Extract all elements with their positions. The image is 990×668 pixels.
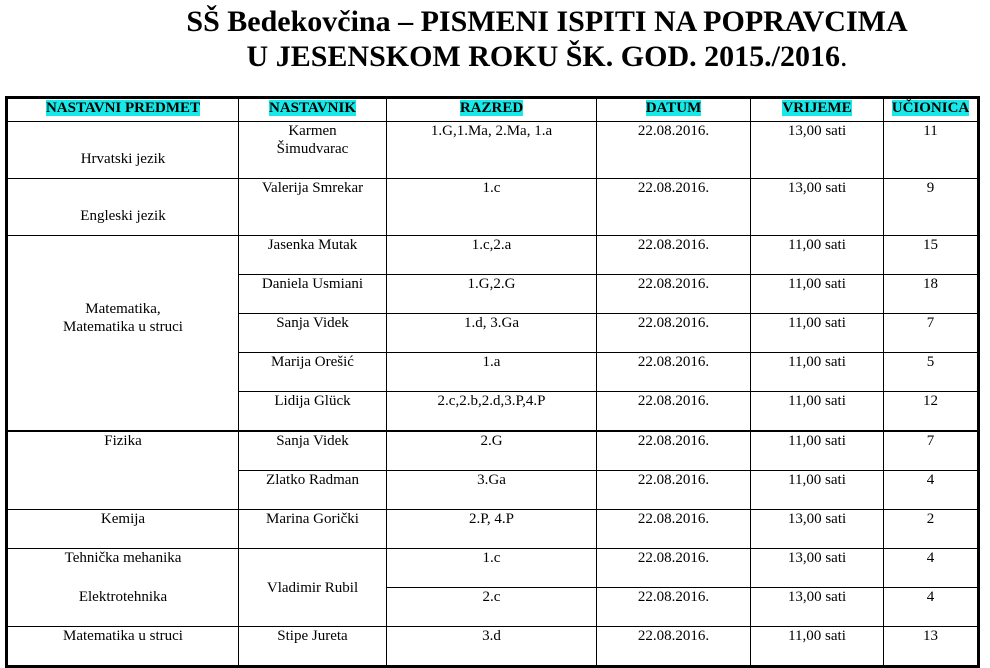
date-cell: 22.08.2016. — [597, 431, 751, 471]
room-cell: 13 — [884, 627, 979, 667]
subtitle-text: U JESENSKOM ROKU ŠK. GOD. 2015./2016 — [246, 40, 840, 73]
room-cell: 12 — [884, 392, 979, 432]
date-cell: 22.08.2016. — [597, 392, 751, 432]
room-cell: 7 — [884, 314, 979, 353]
date-cell: 22.08.2016. — [597, 627, 751, 667]
subject-cell: Tehnička mehanika — [7, 549, 239, 588]
header-row — [7, 98, 979, 122]
page-subtitle — [52, 41, 990, 73]
time-cell: 11,00 sati — [751, 471, 884, 510]
room-cell: 9 — [884, 179, 979, 236]
subject-cell: Matematika u struci — [7, 627, 239, 667]
date-cell: 22.08.2016. — [597, 314, 751, 353]
header-room: UČIONICA — [884, 98, 979, 122]
date-cell: 22.08.2016. — [597, 179, 751, 236]
room-cell: 11 — [884, 122, 979, 179]
header-date: DATUM — [597, 98, 751, 122]
time-cell: 13,00 sati — [751, 588, 884, 627]
class-cell: 3.d — [387, 627, 597, 667]
page-title: SŠ Bedekovčina – PISMENI ISPITI NA POPRAVCIMA — [186, 5, 908, 38]
teacher-cell: Marina Gorički — [239, 510, 387, 549]
class-cell: 3.Ga — [387, 471, 597, 510]
class-cell: 2.c,2.b,2.d,3.P,4.P — [387, 392, 597, 432]
teacher-cell: Marija Orešić — [239, 353, 387, 392]
time-cell: 11,00 sati — [751, 236, 884, 275]
table-row — [7, 179, 979, 236]
date-cell: 22.08.2016. — [597, 236, 751, 275]
date-cell: 22.08.2016. — [597, 122, 751, 179]
time-cell: 13,00 sati — [751, 510, 884, 549]
table-row — [7, 431, 979, 471]
time-cell: 11,00 sati — [751, 392, 884, 432]
teacher-cell: Jasenka Mutak — [239, 236, 387, 275]
time-cell: 11,00 sati — [751, 275, 884, 314]
class-cell: 2.G — [387, 431, 597, 471]
subject-cell: Kemija — [7, 510, 239, 549]
date-cell: 22.08.2016. — [597, 510, 751, 549]
table-row — [7, 627, 979, 667]
table-row — [7, 510, 979, 549]
room-cell: 5 — [884, 353, 979, 392]
date-cell: 22.08.2016. — [597, 353, 751, 392]
subject-cell: Hrvatski jezik — [7, 122, 239, 179]
teacher-cell: Karmen Šimudvarac — [239, 122, 387, 179]
subtitle-dot: . — [839, 40, 848, 73]
teacher-cell: Zlatko Radman — [239, 471, 387, 510]
teacher-cell: Sanja Videk — [239, 314, 387, 353]
time-cell: 11,00 sati — [751, 627, 884, 667]
header-teacher: NASTAVNIK — [239, 98, 387, 122]
header-class: RAZRED — [387, 98, 597, 122]
table-row — [7, 236, 979, 275]
class-cell: 1.a — [387, 353, 597, 392]
date-cell: 22.08.2016. — [597, 275, 751, 314]
teacher-cell: Stipe Jureta — [239, 627, 387, 667]
room-cell: 7 — [884, 431, 979, 471]
subject-cell: Matematika, Matematika u struci — [7, 236, 239, 432]
room-cell: 2 — [884, 510, 979, 549]
subject-cell: Elektrotehnika — [7, 588, 239, 627]
date-cell: 22.08.2016. — [597, 549, 751, 588]
header-subject: NASTAVNI PREDMET — [7, 98, 239, 122]
room-cell: 15 — [884, 236, 979, 275]
table-row — [7, 588, 979, 627]
room-cell: 4 — [884, 588, 979, 627]
teacher-cell: Daniela Usmiani — [239, 275, 387, 314]
date-cell: 22.08.2016. — [597, 588, 751, 627]
exam-schedule-table — [5, 96, 980, 668]
subject-cell: Fizika — [7, 431, 239, 510]
time-cell: 13,00 sati — [751, 122, 884, 179]
room-cell: 4 — [884, 471, 979, 510]
time-cell: 11,00 sati — [751, 431, 884, 471]
class-cell: 2.P, 4.P — [387, 510, 597, 549]
class-cell: 1.d, 3.Ga — [387, 314, 597, 353]
class-cell: 1.G,2.G — [387, 275, 597, 314]
time-cell: 11,00 sati — [751, 353, 884, 392]
teacher-cell: Valerija Smrekar — [239, 179, 387, 236]
subject-cell: Engleski jezik — [7, 179, 239, 236]
class-cell: 2.c — [387, 588, 597, 627]
class-cell: 1.G,1.Ma, 2.Ma, 1.a — [387, 122, 597, 179]
time-cell: 13,00 sati — [751, 179, 884, 236]
date-cell: 22.08.2016. — [597, 471, 751, 510]
header-time: VRIJEME — [751, 98, 884, 122]
room-cell: 18 — [884, 275, 979, 314]
time-cell: 13,00 sati — [751, 549, 884, 588]
table-row — [7, 549, 979, 588]
class-cell: 1.c — [387, 179, 597, 236]
teacher-cell: Sanja Videk — [239, 431, 387, 471]
time-cell: 11,00 sati — [751, 314, 884, 353]
room-cell: 4 — [884, 549, 979, 588]
table-row — [7, 122, 979, 179]
teacher-cell: Lidija Glück — [239, 392, 387, 432]
teacher-cell: Vladimir Rubil — [239, 549, 387, 627]
class-cell: 1.c,2.a — [387, 236, 597, 275]
class-cell: 1.c — [387, 549, 597, 588]
